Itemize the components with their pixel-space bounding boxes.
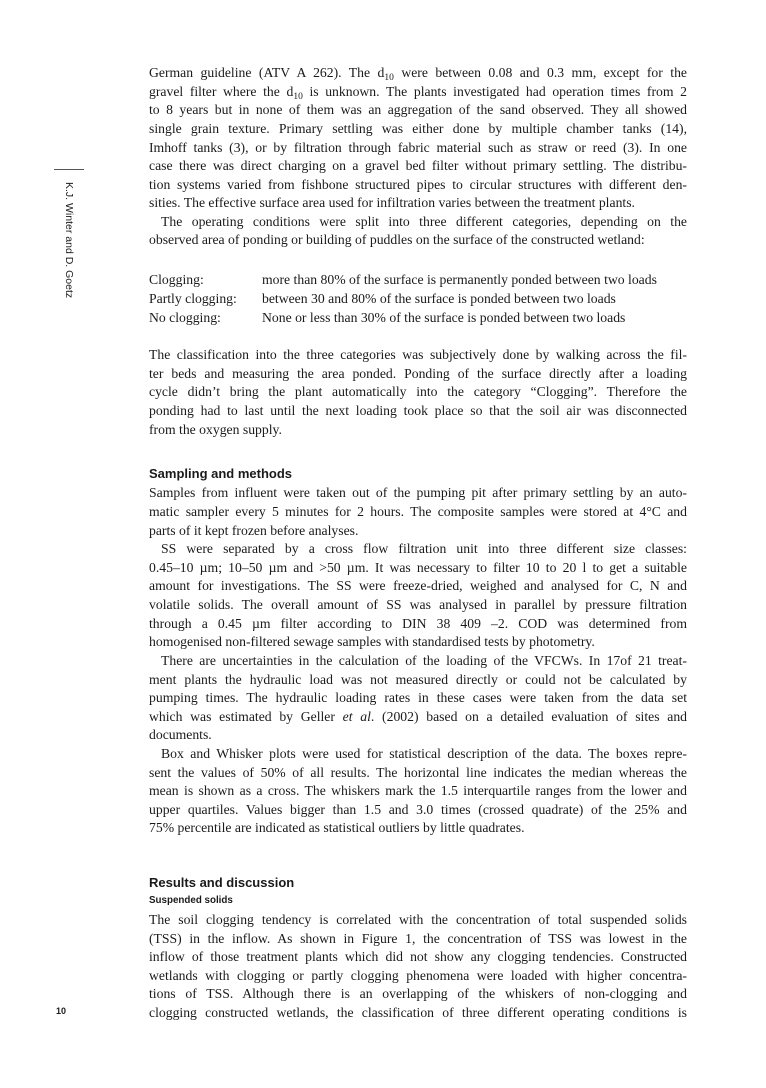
- paragraph-line: [149, 401, 687, 420]
- text-segment: ter beds and measuring the area ponded. Ponding of the surface directly after a loading: [149, 366, 687, 381]
- category-term: No clogging:: [149, 310, 221, 325]
- paragraph-line: [149, 382, 687, 401]
- paragraph-line: [149, 63, 687, 82]
- text-segment: is unknown. The plants investigated had operation times from 2: [302, 84, 687, 99]
- paragraph-line: [149, 947, 687, 966]
- text-segment: from the oxygen supply.: [149, 422, 282, 437]
- text-segment: tion systems varied from fishbone structured pipes to circular structures with different den-: [149, 177, 687, 192]
- paragraph-line: [149, 156, 687, 175]
- paragraph-line: [149, 345, 687, 364]
- text-segment: mean is shown as a cross. The whiskers mark the 1.5 interquartile ranges from the lower and: [149, 783, 687, 798]
- paragraph-line: [149, 175, 687, 194]
- text-segment: The operating conditions were split into three different categories, depending on the: [161, 214, 687, 229]
- paragraph-line: [149, 1003, 687, 1022]
- paragraph-line: [149, 763, 687, 782]
- text-segment: ment plants the hydraulic load was not measured directly or could not be calculated by: [149, 672, 687, 687]
- paragraph-line: [149, 800, 687, 819]
- paragraph-line: [149, 781, 687, 800]
- text-segment: single grain texture. Primary settling was either done by multiple chamber tanks (14),: [149, 121, 687, 136]
- category-definition: between 30 and 80% of the surface is ponded between two loads: [262, 291, 616, 306]
- text-segment: . (2002) based on a detailed evaluation of sites and: [370, 709, 688, 724]
- paragraph-line: [149, 929, 687, 948]
- paragraph-line: [161, 539, 687, 558]
- paragraph-line: [149, 707, 687, 726]
- running-head-authors: K.J. Winter and D. Goetz: [63, 182, 75, 299]
- text-segment: The classification into the three categories was subjectively done by walking across the fil-: [149, 347, 687, 362]
- text-segment: amount for investigations. The SS were freeze-dried, weighed and analysed for C, N and: [149, 578, 687, 593]
- paragraph-line: [149, 230, 687, 249]
- paragraph-line: [149, 984, 687, 1003]
- category-term: Clogging:: [149, 272, 204, 287]
- paragraph-line: [149, 818, 687, 837]
- paragraph-line: [149, 558, 687, 577]
- paragraph-line: [149, 100, 687, 119]
- italic-text: et al: [342, 709, 371, 724]
- text-segment: tions of TSS. Although there is an overlapping of the whiskers of non-clogging and: [149, 986, 687, 1001]
- paragraph-line: [161, 212, 687, 231]
- paragraph-line: [149, 119, 687, 138]
- paragraph-line: [149, 502, 687, 521]
- text-segment: clogging constructed wetlands, the classification of three different operating conditions is: [149, 1005, 687, 1020]
- text-segment: The soil clogging tendency is correlated with the concentration of total suspended solids: [149, 912, 687, 927]
- text-segment: through a 0.45 µm filter according to DIN 38 409 –2. COD was determined from: [149, 616, 687, 631]
- text-segment: were between 0.08 and 0.3 mm, except for the: [393, 65, 687, 80]
- category-definition: None or less than 30% of the surface is ponded between two loads: [262, 310, 626, 325]
- section-heading: Results and discussion: [149, 875, 295, 890]
- text-segment: volatile solids. The overall amount of SS was analysed in parallel by pressure filtration: [149, 597, 687, 612]
- paragraph-line: [149, 138, 687, 157]
- category-definition: more than 80% of the surface is permanently ponded between two loads: [262, 272, 657, 287]
- page-number: 10: [56, 1006, 67, 1016]
- text-segment: 75% percentile are indicated as statistical outliers by little quadrates.: [149, 820, 525, 835]
- paragraph-line: [149, 688, 687, 707]
- paragraph-line: [149, 725, 687, 744]
- paragraph-line: [149, 483, 687, 502]
- text-segment: case there was direct charging on a gravel bed filter without primary settling. The distribu-: [149, 158, 687, 173]
- paragraph-line: [149, 614, 687, 633]
- text-segment: matic sampler every 5 minutes for 2 hours. The composite samples were stored at 4°C and: [149, 504, 687, 519]
- text-segment: observed area of ponding or building of puddles on the surface of the constructed wetland:: [149, 232, 645, 247]
- text-segment: SS were separated by a cross flow filtration unit into three different size classes:: [161, 541, 687, 556]
- text-segment: cycle didn’t bring the plant automatically into the category “Clogging”. Therefore the: [149, 384, 687, 399]
- paragraph-line: [149, 521, 687, 540]
- text-segment: sities. The effective surface area used for infiltration varies between the treatment plants.: [149, 195, 635, 210]
- paragraph-line: [149, 670, 687, 689]
- subscript-text: 10: [293, 92, 303, 102]
- text-segment: German guideline (ATV A 262). The d: [149, 65, 385, 80]
- section-heading: Sampling and methods: [149, 466, 293, 481]
- text-segment: gravel filter where the d: [149, 84, 294, 99]
- definition-list-item: [149, 289, 687, 308]
- definition-list-item: [149, 270, 687, 289]
- category-term: Partly clogging:: [149, 291, 237, 306]
- paragraph-line: [161, 651, 687, 670]
- text-segment: ponding had to last until the next loading took place so that the soil air was disconnected: [149, 403, 687, 418]
- text-segment: homogenised non-filtered sewage samples with standardised tests by photometry.: [149, 634, 595, 649]
- text-segment: inflow of those treatment plants which did not show any clogging tendencies. Constructed: [149, 949, 687, 964]
- text-segment: There are uncertainties in the calculation of the loading of the VFCWs. In 17of 21 treat-: [161, 653, 687, 668]
- subsection-heading: Suspended solids: [149, 895, 233, 906]
- text-segment: pumping times. The hydraulic loading rates in these cases were taken from the data set: [149, 690, 687, 705]
- text-segment: parts of it kept frozen before analyses.: [149, 523, 359, 538]
- text-segment: which was estimated by Geller: [149, 709, 343, 724]
- text-segment: (TSS) in the inflow. As shown in Figure 1, the concentration of TSS was lowest in the: [149, 931, 687, 946]
- paragraph-line: [149, 193, 687, 212]
- paragraph-line: [149, 82, 687, 101]
- margin-rule: [54, 169, 84, 170]
- subscript-text: 10: [384, 73, 394, 83]
- paragraph-line: [149, 966, 687, 985]
- text-segment: wetlands with clogging or partly clogging phenomena were loaded with higher concentra-: [149, 968, 687, 983]
- text-segment: 0.45–10 µm; 10–50 µm and >50 µm. It was necessary to filter 10 to 20 l to get a suitable: [149, 560, 687, 575]
- paragraph-line: [149, 595, 687, 614]
- text-segment: to 8 years but in none of them was an aggregation of the sand observed. They all showed: [149, 102, 687, 117]
- definition-list-item: [149, 308, 687, 327]
- paragraph-line: [149, 632, 687, 651]
- paragraph-line: [149, 364, 687, 383]
- text-segment: Box and Whisker plots were used for statistical description of the data. The boxes repre-: [161, 746, 687, 761]
- paragraph-line: [149, 576, 687, 595]
- text-segment: Samples from influent were taken out of the pumping pit after primary settling by an auto-: [149, 485, 687, 500]
- text-segment: documents.: [149, 727, 212, 742]
- text-segment: upper quartiles. Values bigger than 1.5 and 3.0 times (crossed quadrate) of the 25% and: [149, 802, 687, 817]
- paragraph-line: [149, 420, 687, 439]
- text-segment: Imhoff tanks (3), or by filtration through fabric material such as straw or reed (3). In one: [149, 140, 687, 155]
- paragraph-line: [161, 744, 687, 763]
- text-segment: sent the values of 50% of all results. The horizontal line indicates the median whereas the: [149, 765, 687, 780]
- paragraph-line: [149, 910, 687, 929]
